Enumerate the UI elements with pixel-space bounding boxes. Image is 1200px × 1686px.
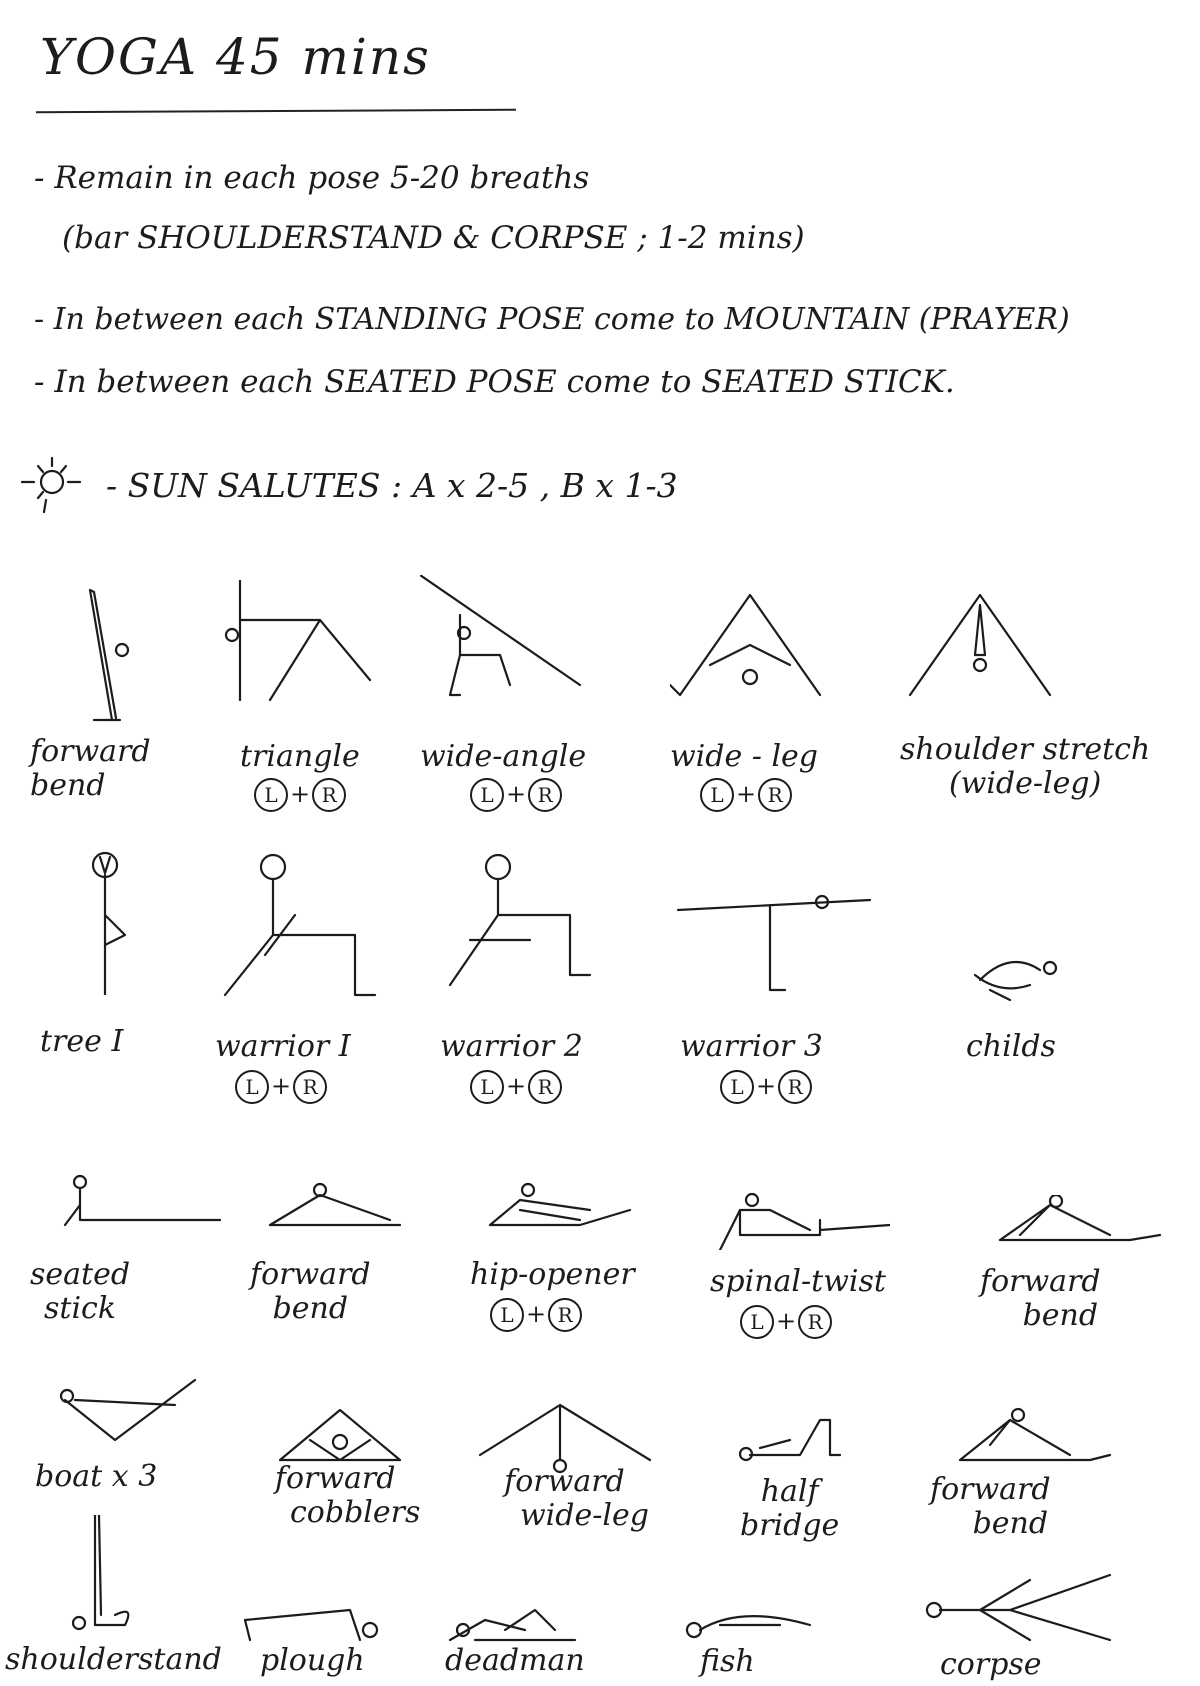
pose-label: boat x 3 [35,1459,158,1494]
pose-label: warrior 2 [440,1029,583,1064]
spinal-twist-figure [710,1190,890,1250]
tree-figure [60,845,160,995]
pose-label: spinal-twist [710,1264,886,1299]
pose-label: wide-angle [420,739,587,774]
sides-marker: L + R [740,1305,832,1339]
fish-figure [680,1605,840,1645]
shoulder-stretch-figure [900,585,1060,705]
pose-label: forward wide-leg [504,1464,649,1533]
note-breaths: - Remain in each pose 5-20 breaths [34,160,590,196]
pose-label: childs [966,1029,1056,1064]
shoulderstand-figure [55,1515,195,1635]
sides-marker: L + R [700,778,792,812]
childs-figure [970,950,1090,1010]
pose-label: warrior I [215,1029,351,1064]
sides-marker: L + R [470,1070,562,1104]
forward-bend-seated-figure [260,1180,410,1230]
forward-bend-figure [50,580,170,730]
note-seated: - In between each SEATED POSE come to SEATED STICK. [34,364,955,400]
sides-marker: L + R [720,1070,812,1104]
forward-bend-3-figure [990,1195,1170,1245]
pose-label: forward bend [30,734,151,803]
triangle-figure [220,580,390,730]
seated-stick-figure [60,1170,230,1230]
warrior-2-figure [440,845,610,1005]
pose-label: hip-opener [470,1257,635,1292]
sides-marker: L + R [235,1070,327,1104]
sides-marker: L + R [490,1298,582,1332]
pose-label: shoulder stretch (wide-leg) [900,732,1151,801]
sides-marker: L + R [470,778,562,812]
warrior-1-figure [215,845,385,1005]
pose-label: half bridge [740,1474,840,1543]
pose-label: corpse [940,1647,1042,1682]
boat-figure [55,1370,205,1450]
title-underline [36,109,516,114]
pose-label: forward bend [930,1472,1051,1541]
pose-label: seated stick [30,1257,131,1326]
pose-label: fish [700,1644,755,1679]
sides-marker: L + R [254,778,346,812]
warrior-3-figure [670,890,890,1000]
pose-label: warrior 3 [680,1029,823,1064]
hip-opener-figure [480,1180,640,1230]
sun-salutes-text: - SUN SALUTES : A x 2-5 , B x 1-3 [106,466,678,505]
pose-label: wide - leg [670,739,818,774]
wide-angle-figure [420,575,600,725]
pose-label: tree I [40,1024,124,1059]
wide-leg-figure [670,585,830,705]
note-standing: - In between each STANDING POSE come to MOUNTAIN (PRAYER) [34,302,1070,337]
forward-bend-4-figure [950,1405,1120,1465]
pose-label: forward cobblers [274,1461,421,1530]
pose-label: forward bend [250,1257,371,1326]
pose-label: triangle [240,739,360,774]
pose-label: shoulderstand [5,1642,222,1677]
page-title: YOGA 45 mins [40,28,431,86]
pose-label: plough [260,1643,365,1678]
half-bridge-figure [730,1410,850,1470]
pose-label: forward bend [980,1264,1101,1333]
pose-label: deadman [445,1643,585,1678]
note-exceptions: (bar SHOULDERSTAND & CORPSE ; 1-2 mins) [62,220,805,256]
forward-cobblers-figure [270,1400,420,1470]
sun-icon [10,452,90,522]
